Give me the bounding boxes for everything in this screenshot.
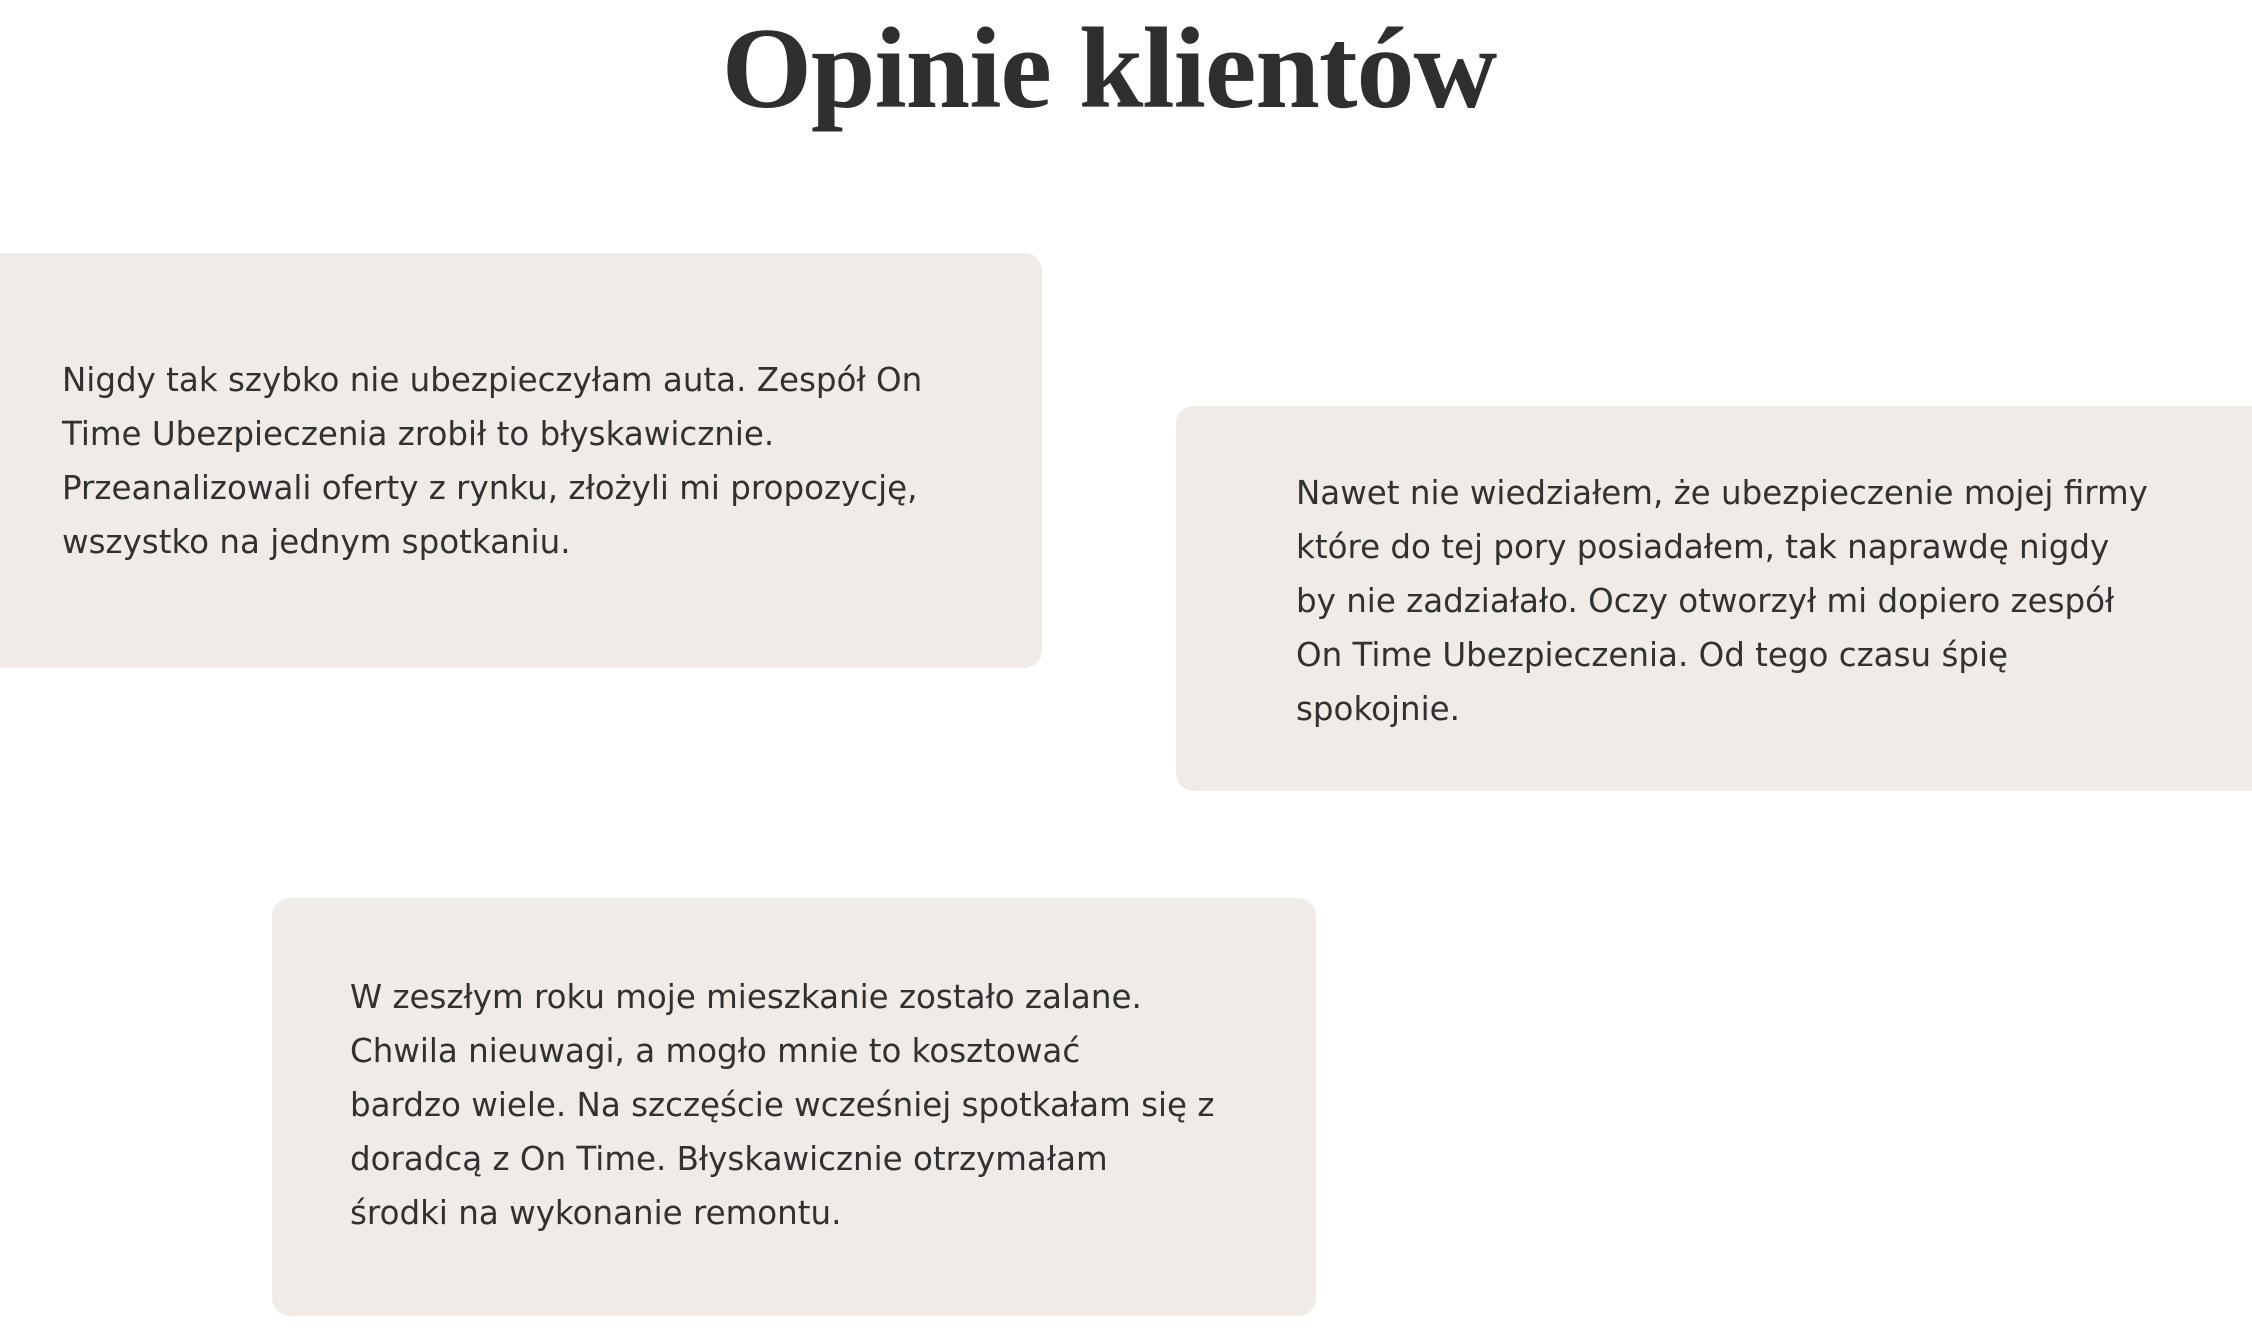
page-title: Opinie klientów (721, 5, 1497, 133)
testimonial-text-1: Nigdy tak szybko nie ubezpieczyłam auta. Zespół On Time Ubezpieczenia zrobił to błyskawicznie. Przeanalizowali oferty z rynku, złożyli mi propozycję, wszystko na jednym spotkaniu. (62, 361, 923, 561)
testimonial-card-1 (0, 253, 1042, 668)
testimonial-text-3: W zeszłym roku moje mieszkanie zostało zalane. Chwila nieuwagi, a mogło mnie to kosztować bardzo wiele. Na szczęście wcześniej spotkałam się z doradcą z On Time. Błyskawicznie otrzymałam środki na wykonanie remontu. (350, 978, 1215, 1232)
testimonial-card-2 (1176, 406, 2252, 791)
testimonial-card-3 (272, 898, 1316, 1316)
testimonial-text-2: Nawet nie wiedziałem, że ubezpieczenie mojej firmy które do tej pory posiadałem, tak naprawdę nigdy by nie zadziałało. Oczy otworzył mi dopiero zespół On Time Ubezpieczenia. Od tego czasu śpię spokojnie. (1296, 474, 2148, 728)
